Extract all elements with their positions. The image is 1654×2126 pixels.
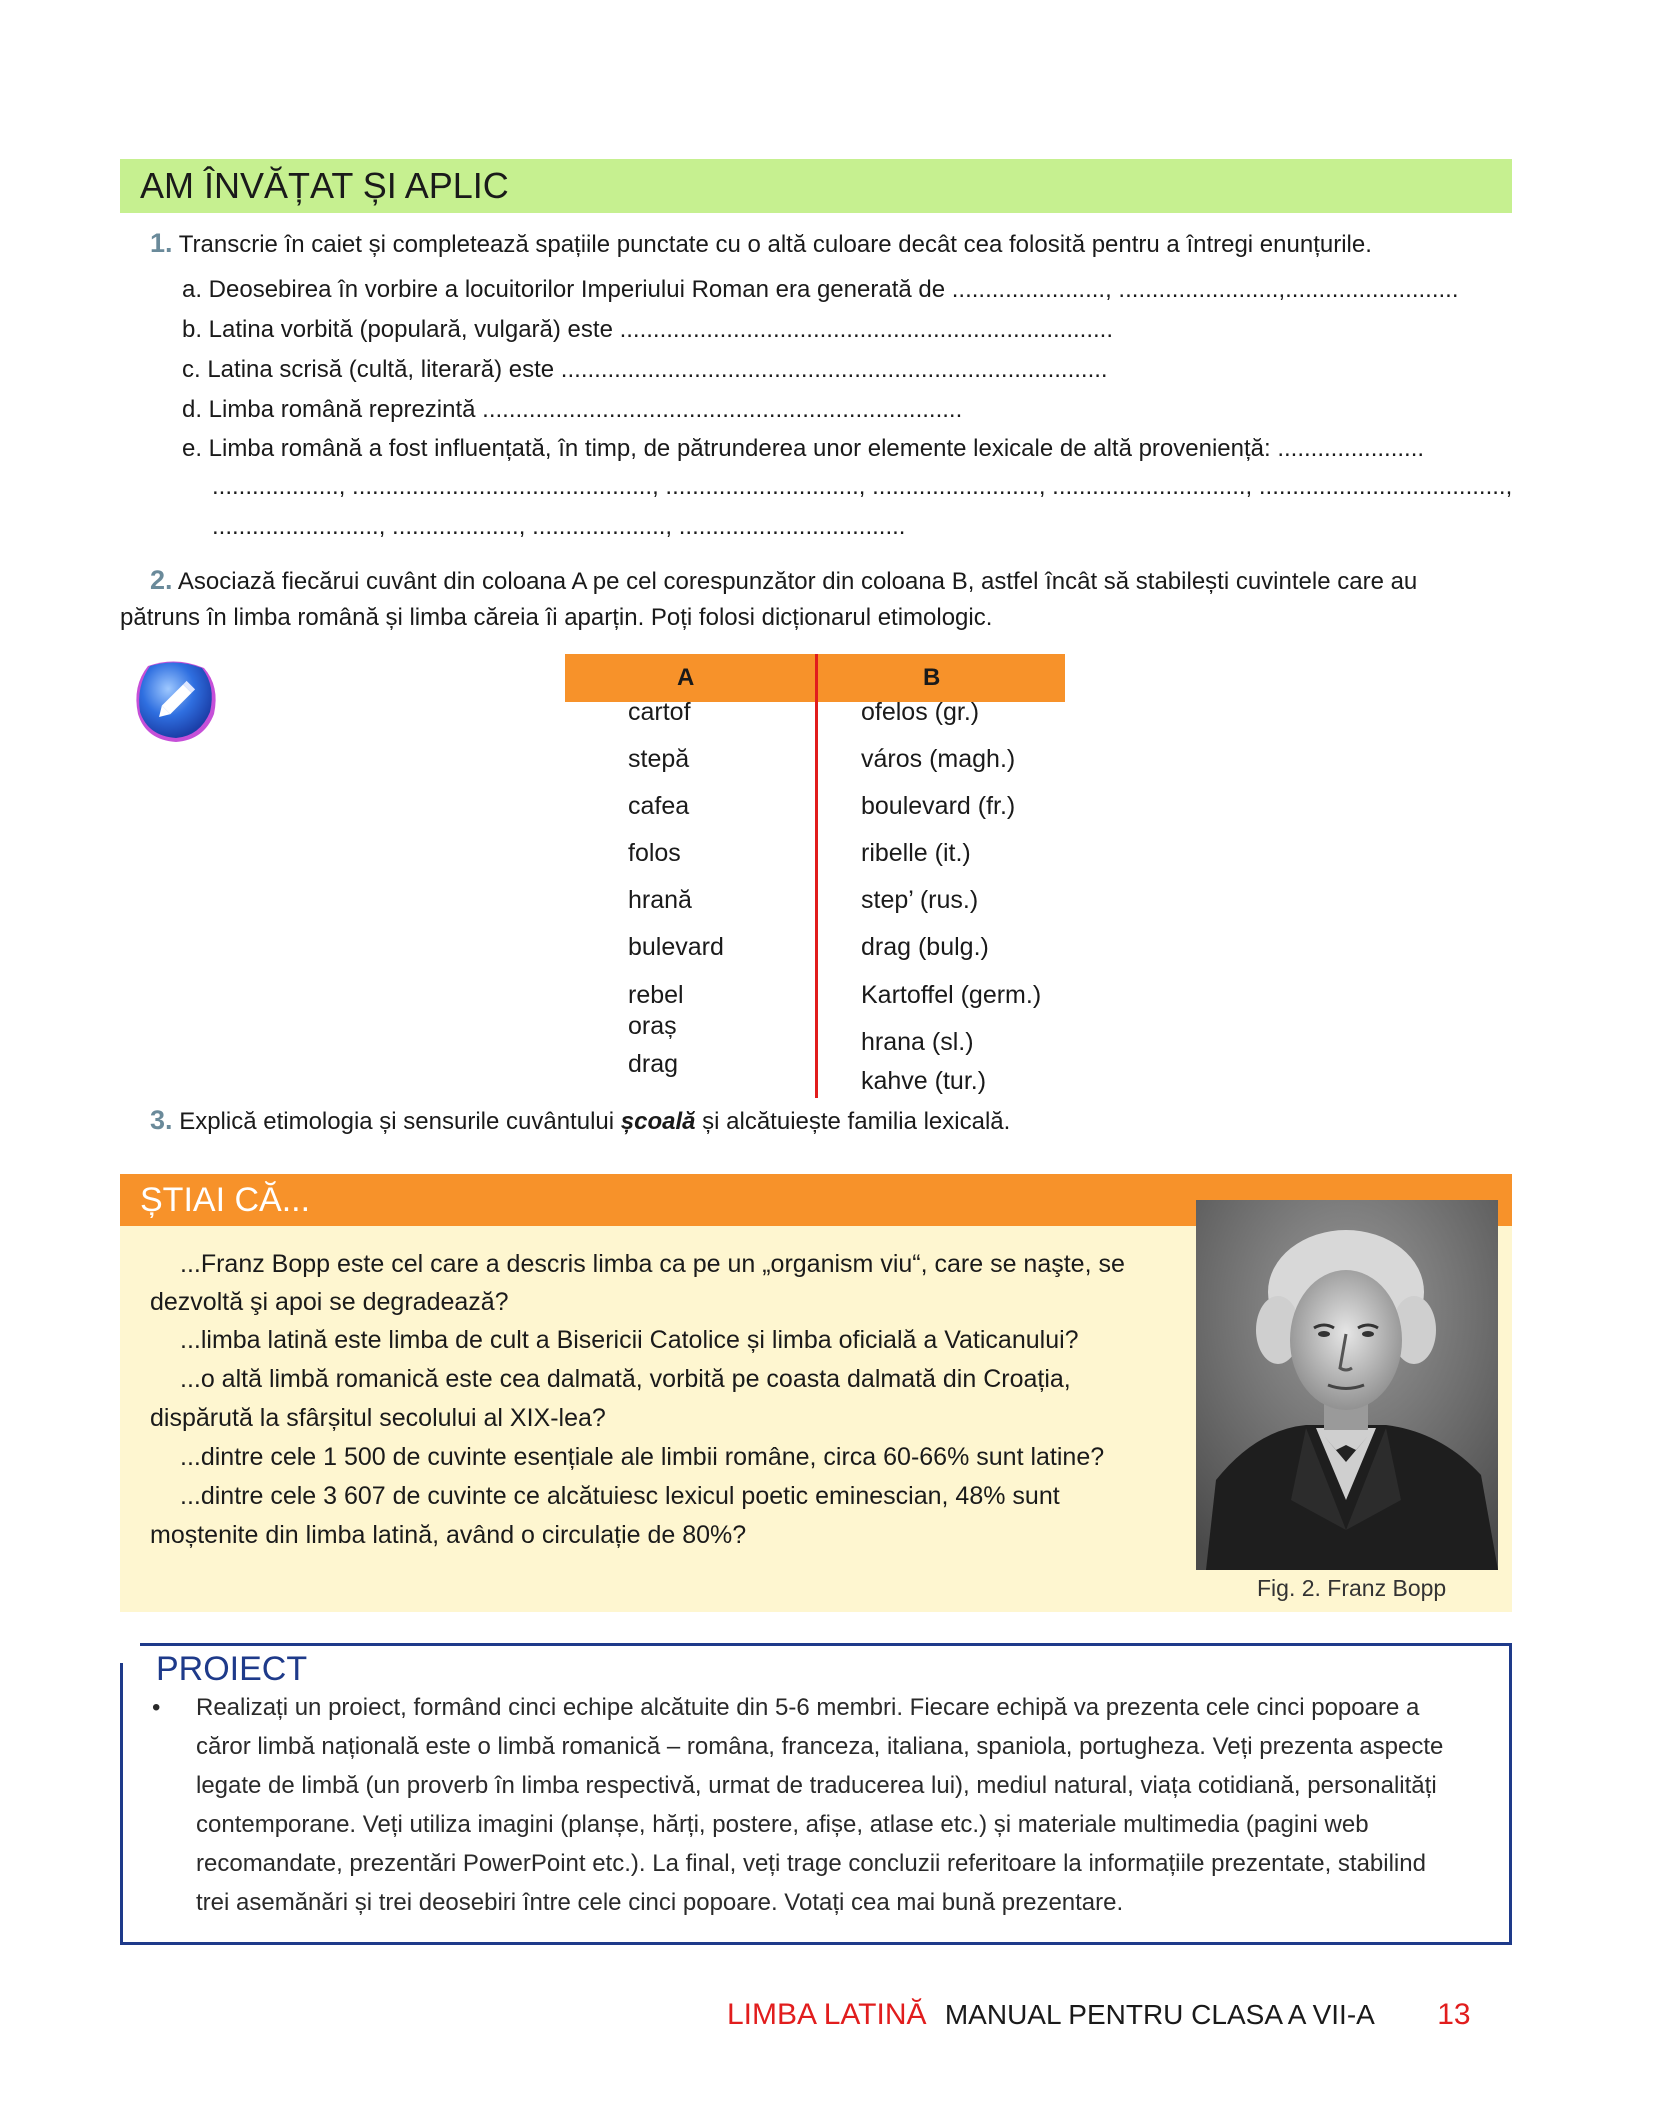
table-cell-a: cartof — [628, 698, 691, 726]
section-header-did-you-know: ȘTIAI CĂ... — [120, 1174, 1512, 1226]
project-text-line: recomandate, prezentări PowerPoint etc.). La final, veți trage concluzii referitoare la informațiile prezentate, stabilind — [196, 1850, 1426, 1877]
fact-line: ...dintre cele 1 500 de cuvinte esențiale ale limbii române, circa 60-66% sunt latine? — [180, 1443, 1105, 1471]
exercise-2 — [150, 565, 1417, 597]
table-cell-a: stepă — [628, 745, 690, 773]
table-cell-b: Kartoffel (germ.) — [861, 981, 1042, 1009]
project-title: PROIECT — [156, 1650, 308, 1688]
exercise-1-item-b: b. Latina vorbită (populară, vulgară) este .......................................................................... — [182, 316, 1114, 343]
portrait-caption: Fig. 2. Franz Bopp — [1257, 1575, 1447, 1601]
exercise-number: 3. — [150, 1105, 173, 1135]
pencil-icon — [128, 652, 224, 748]
table-cell-b: drag (bulg.) — [861, 933, 989, 961]
section-header-learned: AM ÎNVĂȚAT ȘI APLIC — [120, 159, 1512, 213]
table-cell-a: rebel — [628, 981, 684, 1009]
fact-line: dispărută la sfârșitul secolului al XIX-lea? — [150, 1404, 606, 1432]
exercise-1-item-d: d. Limba română reprezintă ........................................................................ — [182, 396, 963, 423]
footer-subject: LIMBA LATINĂ — [727, 1998, 927, 2031]
page-number: 13 — [1437, 1998, 1471, 2031]
exercise-text: Asociază fiecărui cuvânt din coloana A pe cel corespunzător din coloana B, astfel încât să stabilești cuvintele care au — [177, 568, 1418, 595]
fact-line: ...Franz Bopp este cel care a descris limba ca pe un „organism viu“, care se naşte, se — [180, 1250, 1125, 1278]
exercise-2-text-continuation: pătruns în limba română și limba căreia îi aparțin. Poți folosi dicționarul etimologic. — [120, 604, 993, 631]
table-cell-b: ofelos (gr.) — [861, 698, 980, 726]
page-footer — [727, 1998, 1471, 2032]
table-cell-b: step’ (rus.) — [861, 886, 979, 914]
exercise-number: 2. — [150, 565, 173, 595]
table-cell-a: oraș — [628, 1012, 677, 1040]
exercise-number: 1. — [150, 228, 173, 258]
exercise-1-item-e: e. Limba română a fost influențată, în timp, de pătrunderea unor elemente lexicale de altă proveniență: ...................... — [182, 435, 1425, 462]
exercise-keyword: școală — [620, 1108, 696, 1135]
project-box-corner — [118, 1641, 140, 1663]
exercise-1 — [150, 228, 1372, 260]
table-cell-b: hrana (sl.) — [861, 1028, 974, 1056]
table-cell-a: drag — [628, 1050, 679, 1078]
column-a-header: A — [677, 664, 695, 691]
table-cell-b: ribelle (it.) — [861, 839, 971, 867]
footer-manual: MANUAL PENTRU CLASA A VII-A — [944, 1999, 1375, 2030]
table-cell-b: kahve (tur.) — [861, 1067, 987, 1095]
fact-line: moștenite din limba latină, având o circulație de 80%? — [150, 1521, 747, 1549]
project-text-line: Realizați un proiect, formând cinci echipe alcătuite din 5-6 membri. Fiecare echipă va prezenta cele cinci popoare a — [196, 1694, 1420, 1721]
table-cell-b: boulevard (fr.) — [861, 792, 1016, 820]
table-cell-a: hrană — [628, 886, 692, 914]
exercise-3 — [150, 1105, 1010, 1137]
exercise-text: Transcrie în caiet și completează spațiile punctate cu o altă culoare decât cea folosită pentru a întregi enunțurile. — [178, 231, 1372, 258]
column-b-header: B — [923, 664, 941, 691]
fact-line: ...limba latină este limba de cult a Bisericii Catolice și limba oficială a Vaticanului? — [180, 1326, 1079, 1354]
table-cell-a: folos — [628, 839, 681, 867]
exercise-text: și alcătuiește familia lexicală. — [695, 1108, 1011, 1135]
fact-line: dezvoltă şi apoi se degradează? — [150, 1288, 509, 1316]
bullet-icon: • — [152, 1694, 161, 1721]
table-divider — [815, 654, 818, 1098]
exercise-1-item-c: c. Latina scrisă (cultă, literară) este .................................................................................. — [182, 356, 1108, 383]
exercise-text: Explică etimologia și sensurile cuvântului — [179, 1108, 621, 1135]
etymology-table — [565, 654, 1065, 1095]
exercise-1-item-e-continuation: ........................., ..................., ...................., .................................. — [212, 513, 906, 540]
project-text-line: căror limbă națională este o limbă romanică – româna, franceza, italiana, spaniola, portugheza. Veți prezenta aspecte — [196, 1733, 1444, 1760]
project-text-line: legate de limbă (un proverb în limba respectivă, urmat de traducerea lui), mediul natural, viața cotidiană, personalități — [196, 1772, 1437, 1799]
project-text-line: trei asemănări și trei deosebiri între cele cinci popoare. Votați cea mai bună prezentare. — [196, 1889, 1124, 1916]
table-cell-a: bulevard — [628, 933, 724, 961]
fact-line: ...o altă limbă romanică este cea dalmată, vorbită pe coasta dalmată din Croația, — [180, 1365, 1071, 1393]
fact-line: ...dintre cele 3 607 de cuvinte ce alcătuiesc lexicul poetic eminescian, 48% sunt — [180, 1482, 1060, 1510]
table-cell-a: cafea — [628, 792, 690, 820]
project-text-line: contemporane. Veți utiliza imagini (planșe, hărți, postere, afișe, atlase etc.) și materiale multimedia (pagini web — [196, 1811, 1369, 1838]
exercise-1-item-a: a. Deosebirea în vorbire a locuitorilor Imperiului Roman era generată de ......................., ........................,.......................... — [182, 276, 1459, 303]
franz-bopp-portrait — [1196, 1200, 1498, 1570]
table-cell-b: város (magh.) — [861, 745, 1016, 773]
exercise-1-item-e-continuation: ..................., ............................................., ............................., ........................., ............................., ....................................., — [212, 473, 1513, 500]
